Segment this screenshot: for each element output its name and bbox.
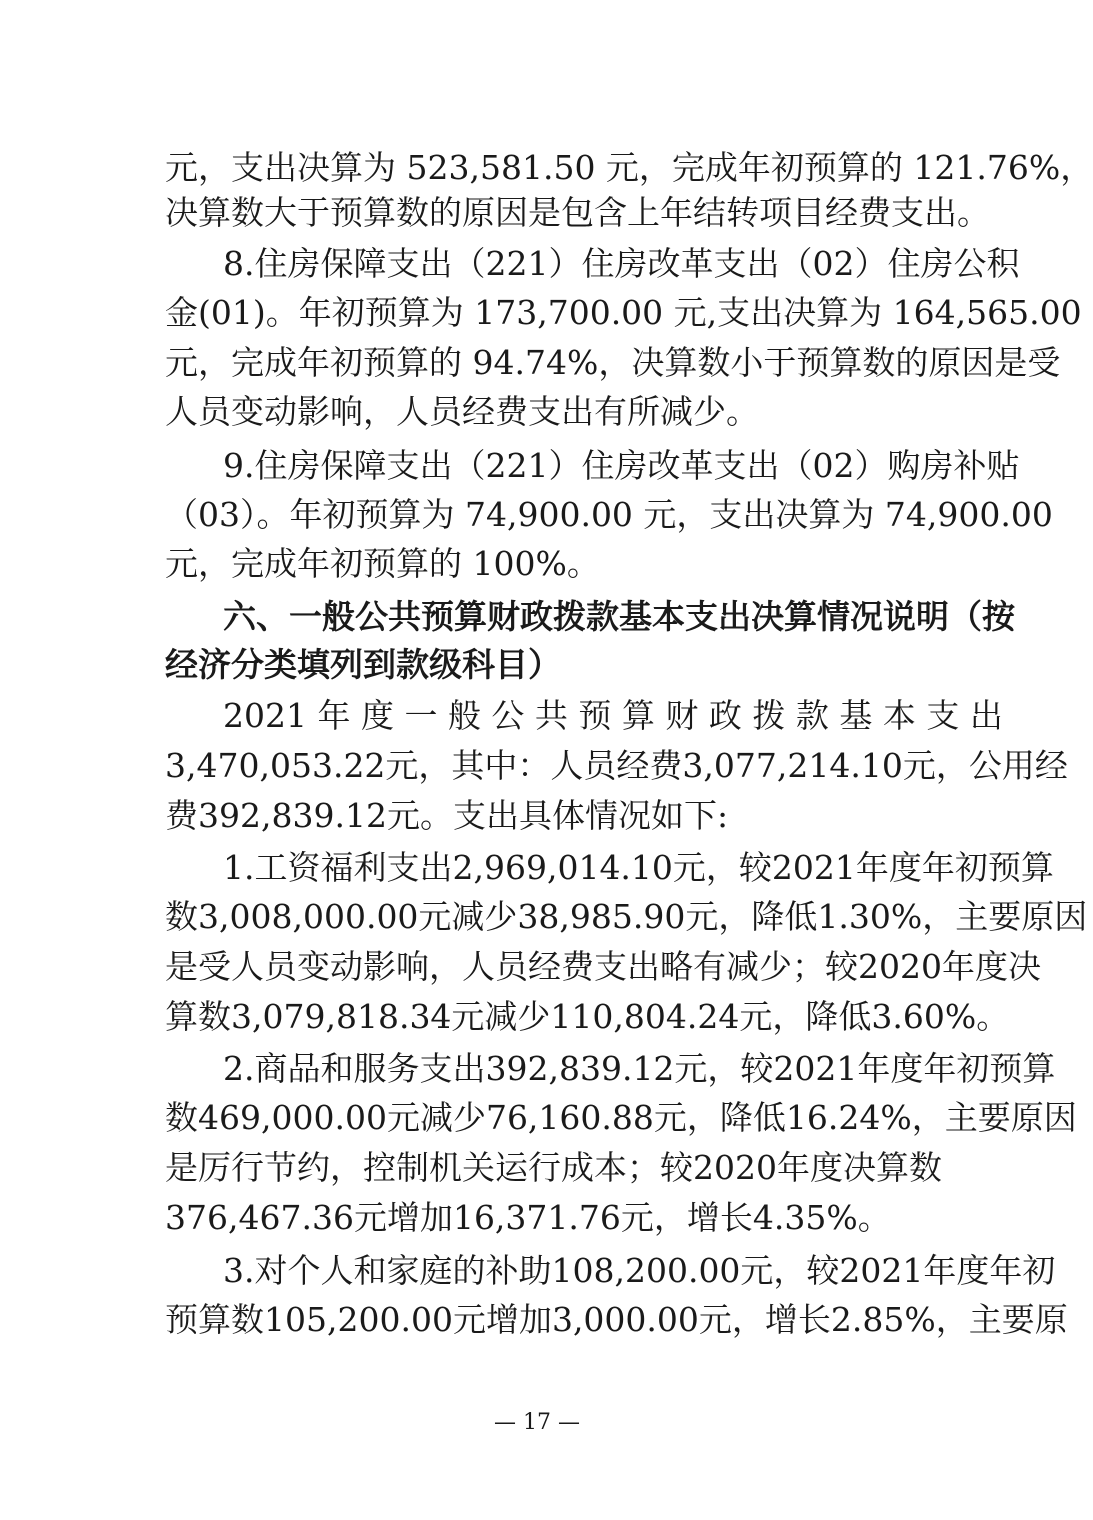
text-line: 元，完成年初预算的 94.74%，决算数小于预算数的原因是受 xyxy=(165,343,1061,382)
text-line: 8.住房保障支出（221）住房改革支出（02）住房公积 xyxy=(223,244,1020,283)
text-line: 1.工资福利支出2,969,014.10元，较2021年度年初预算 xyxy=(223,848,1054,887)
text-line: 元，支出决算为 523,581.50 元，完成年初预算的 121.76%， xyxy=(165,148,1093,187)
text-line: 元，完成年初预算的 100%。 xyxy=(165,544,600,583)
text-line: 9.住房保障支出（221）住房改革支出（02）购房补贴 xyxy=(223,446,1020,485)
text-line: 是厉行节约，控制机关运行成本；较2020年度决算数 xyxy=(165,1148,942,1187)
text-line: 预算数105,200.00元增加3,000.00元，增长2.85%，主要原 xyxy=(165,1300,1068,1339)
section-heading: 经济分类填列到款级科目） xyxy=(165,645,561,684)
section-heading: 六、一般公共预算财政拨款基本支出决算情况说明（按 xyxy=(223,597,1015,636)
text-line: 3,470,053.22元，其中：人员经费3,077,214.10元，公用经 xyxy=(165,746,1068,785)
text-line: 人员变动影响，人员经费支出有所减少。 xyxy=(165,392,759,431)
text-line: 费392,839.12元。支出具体情况如下: xyxy=(165,796,729,835)
text-line: （03）。年初预算为 74,900.00 元，支出决算为 74,900.00 xyxy=(165,495,1053,534)
text-line: 3.对个人和家庭的补助108,200.00元，较2021年度年初 xyxy=(223,1251,1056,1290)
text-line: 金(01)。年初预算为 173,700.00 元,支出决算为 164,565.00 xyxy=(165,293,1082,332)
text-line: 2021 年 度 一 般 公 共 预 算 财 政 拨 款 基 本 支 出 xyxy=(223,696,1003,735)
text-line: 决算数大于预算数的原因是包含上年结转项目经费支出。 xyxy=(165,193,990,232)
text-line: 2.商品和服务支出392,839.12元，较2021年度年初预算 xyxy=(223,1049,1056,1088)
text-line: 数3,008,000.00元减少38,985.90元，降低1.30%，主要原因 xyxy=(165,897,1088,936)
text-line: 376,467.36元增加16,371.76元，增长4.35%。 xyxy=(165,1198,891,1237)
text-line: 是受人员变动影响，人员经费支出略有减少；较2020年度决 xyxy=(165,947,1041,986)
page-number: — 17 — xyxy=(494,1410,580,1435)
text-line: 数469,000.00元减少76,160.88元，降低16.24%，主要原因 xyxy=(165,1098,1077,1137)
text-line: 算数3,079,818.34元减少110,804.24元，降低3.60%。 xyxy=(165,997,1010,1036)
